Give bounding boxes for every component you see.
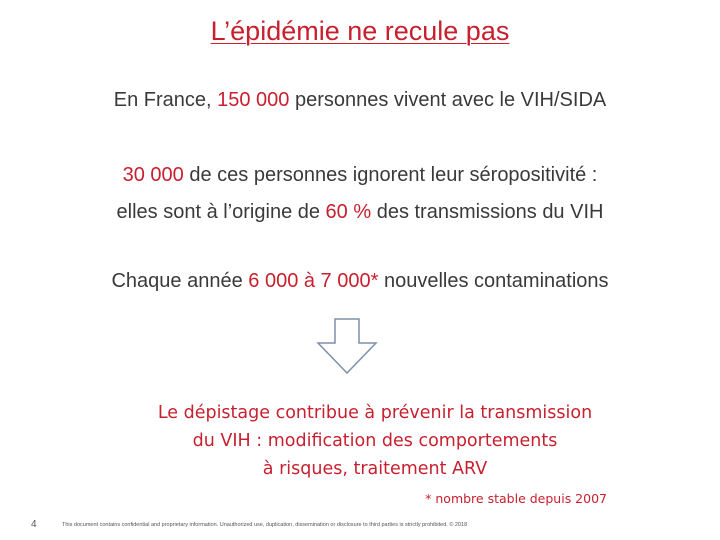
statistic-line-unaware — [0, 164, 720, 187]
line-text: En France, — [113, 89, 218, 111]
statistic-line-new-infections — [0, 270, 720, 293]
slide-title: L’épidémie ne recule pas — [210, 16, 510, 46]
highlight-number: 60 % — [325, 201, 372, 223]
highlight-number: 6 000 à 7 000* — [248, 270, 379, 292]
conclusion-line: du VIH : modification des comportements — [192, 431, 558, 451]
line-text: des transmissions du VIH — [371, 201, 604, 223]
line-text: Chaque année — [111, 270, 249, 292]
line-text: personnes vivent avec le VIH/SIDA — [289, 89, 607, 111]
hollow-down-arrow-icon — [316, 318, 378, 374]
line-text: elles sont à l’origine de — [116, 201, 326, 223]
line-text: de ces personnes ignorent leur séropositivité : — [183, 164, 598, 186]
conclusion-text — [0, 399, 720, 483]
statistic-line-living-with-hiv — [0, 89, 720, 112]
conclusion-line: Le dépistage contribue à prévenir la transmission — [157, 403, 593, 423]
conclusion-line: à risques, traitement ARV — [262, 459, 488, 479]
page-number: 4 — [31, 519, 37, 530]
highlight-number: 30 000 — [122, 164, 184, 186]
line-text: nouvelles contaminations — [378, 270, 609, 292]
statistic-line-transmission-share — [0, 201, 720, 224]
confidentiality-disclaimer: This document contains confidential and proprietary information. Unauthorized use, duplication, dissemination or disclosure to third parties is strictly prohibited. © 2018 — [62, 522, 468, 528]
footnote: * nombre stable depuis 2007 — [425, 491, 607, 506]
highlight-number: 150 000 — [217, 89, 290, 111]
